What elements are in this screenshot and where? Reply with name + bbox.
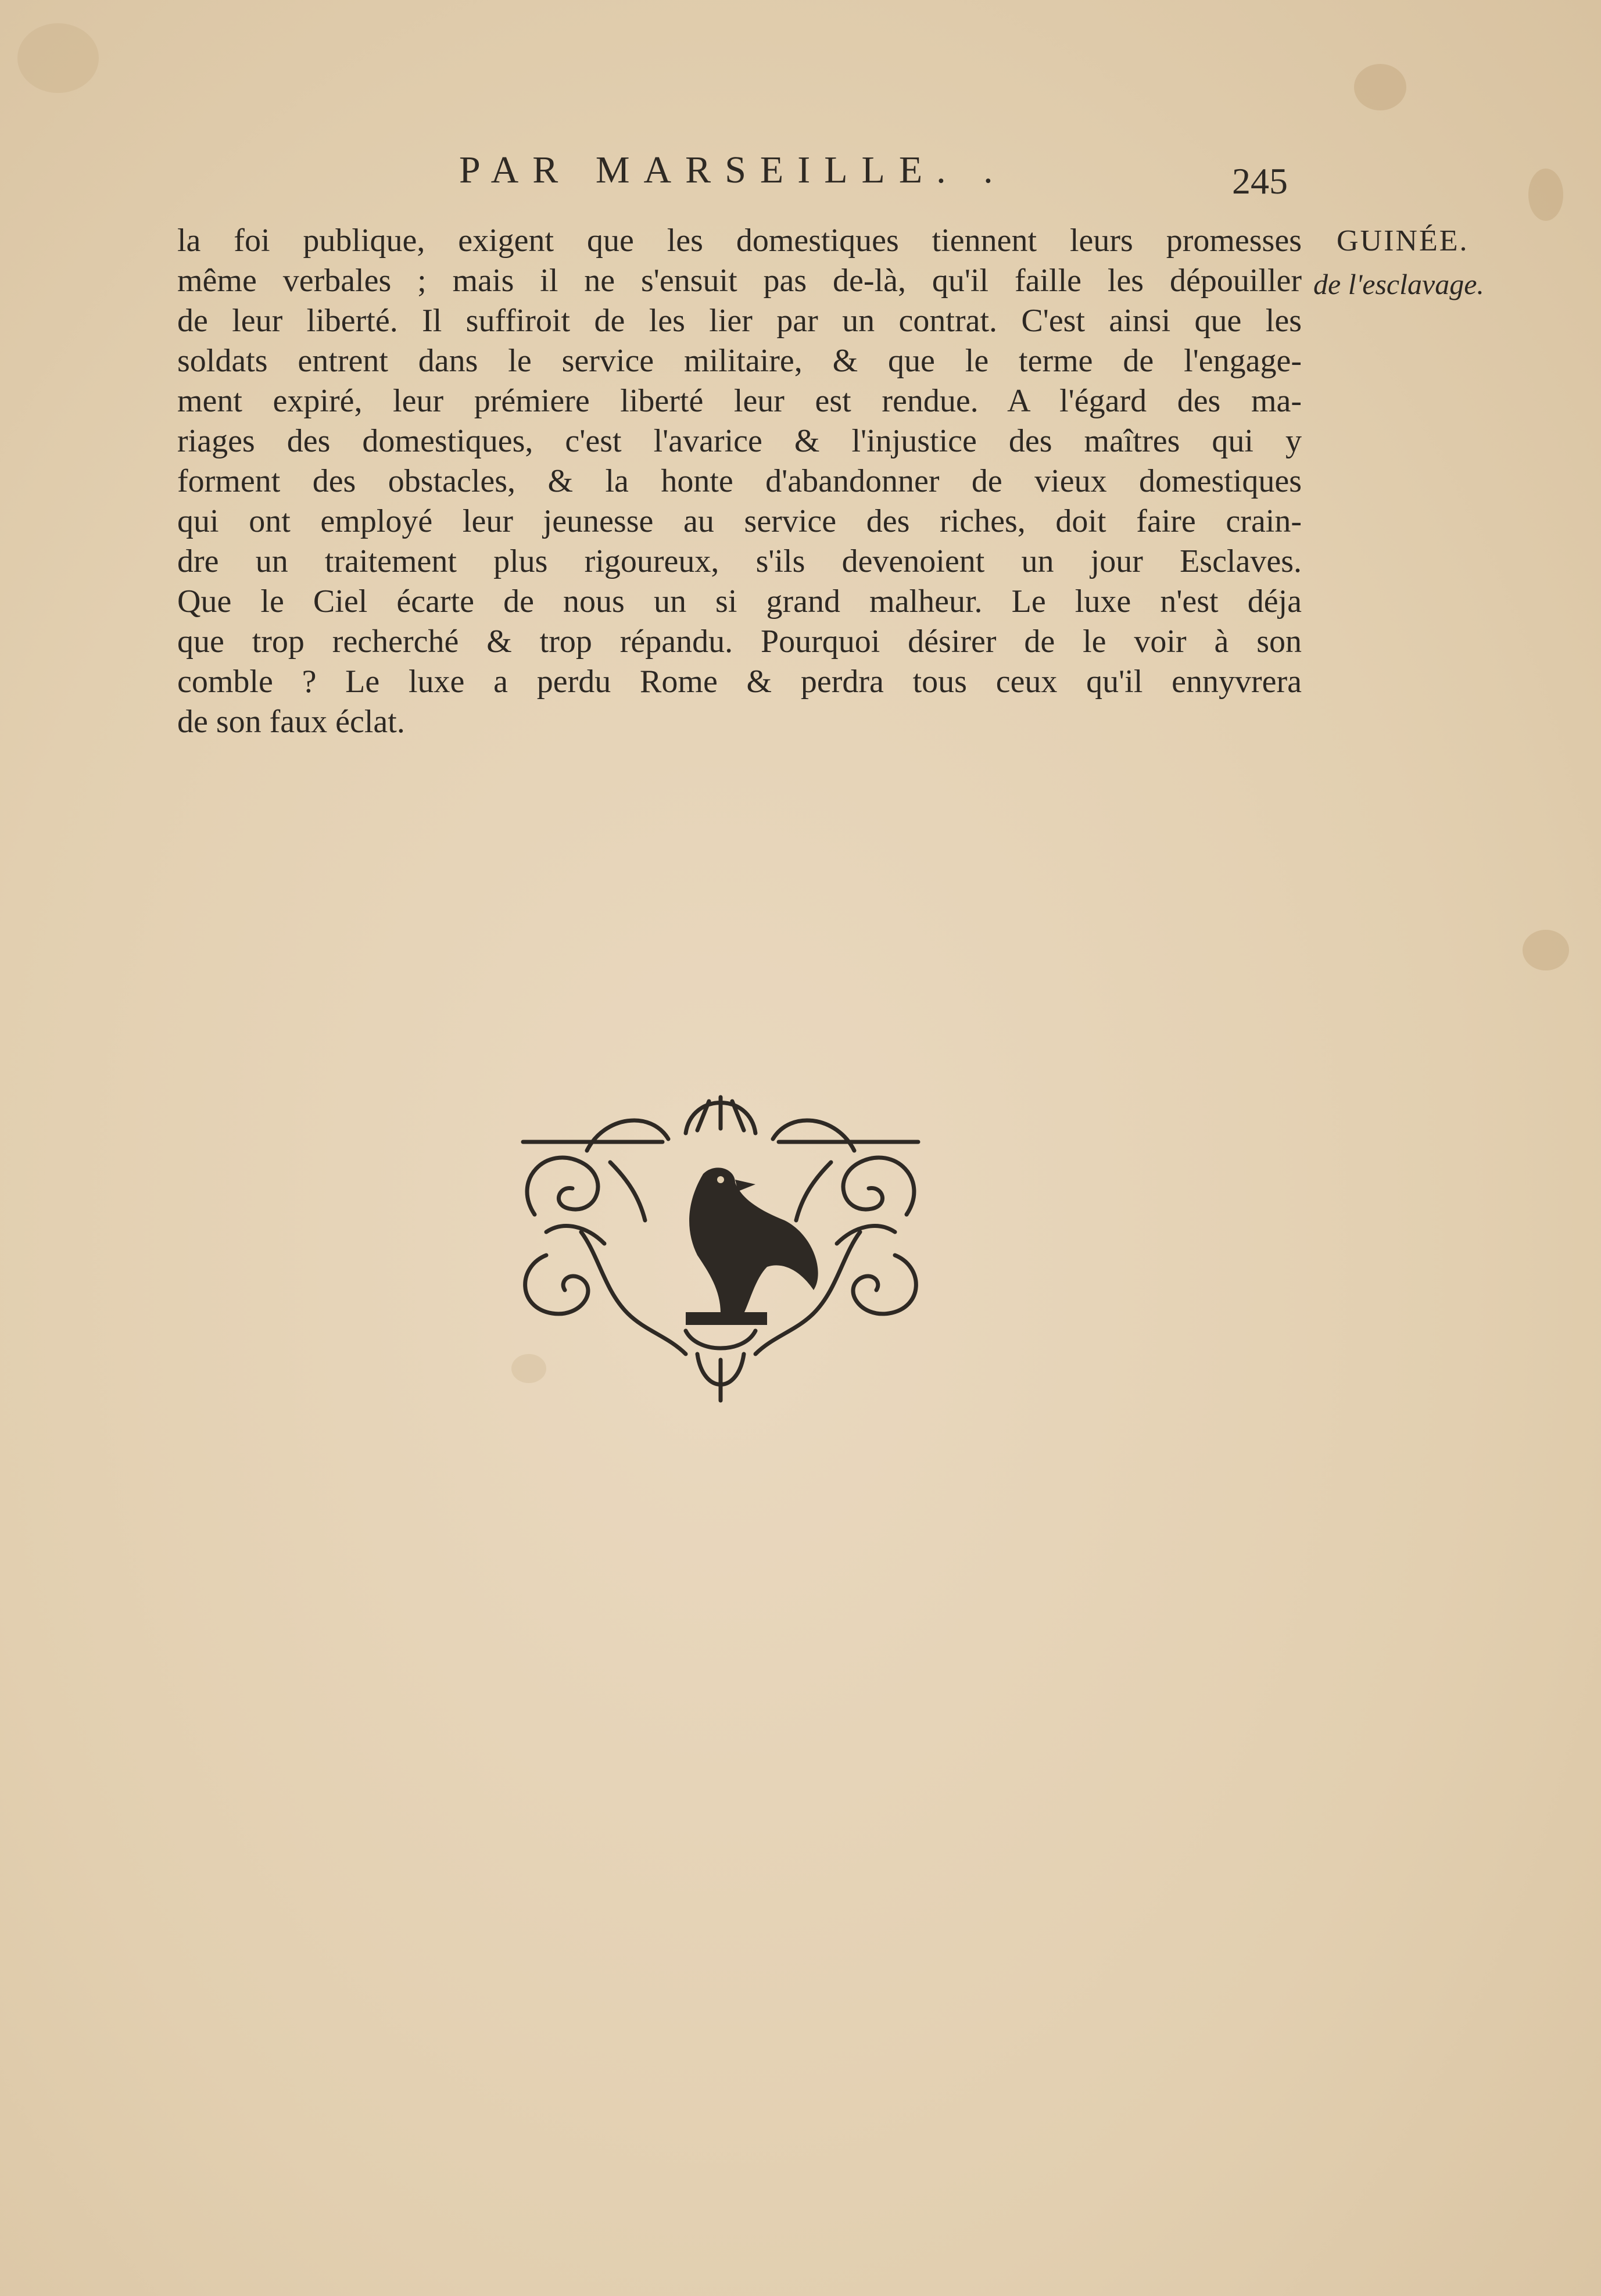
text-line: ment expiré, leur prémiere liberté leur est rendue. A l'égard des ma- <box>177 383 1302 419</box>
text-line: forment des obstacles, & la honte d'abandonner de vieux domestiques <box>177 463 1302 499</box>
eagle-fleuron-icon <box>511 1081 930 1412</box>
margin-heading: GUINÉE. <box>1337 224 1469 257</box>
text-line: comble ? Le luxe a perdu Rome & perdra tous ceux qu'il ennyvrera <box>177 664 1302 700</box>
foxing-spot <box>17 23 99 93</box>
text-line: dre un traitement plus rigoureux, s'ils devenoient un jour Esclaves. <box>177 543 1302 579</box>
text-line: qui ont employé leur jeunesse au service des riches, doit faire crain- <box>177 503 1302 539</box>
text-line: même verbales ; mais il ne s'ensuit pas de-là, qu'il faille les dépouiller <box>177 263 1302 299</box>
margin-note <box>1313 224 1557 301</box>
margin-subheading: de l'esclavage. <box>1313 268 1484 300</box>
page-header <box>174 148 1302 212</box>
foxing-spot <box>1354 64 1406 110</box>
body-paragraph <box>177 221 1302 742</box>
page-number: 245 <box>1232 160 1288 202</box>
foxing-spot <box>1528 169 1563 221</box>
text-line: riages des domestiques, c'est l'avarice & l'injustice des maîtres qui y <box>177 423 1302 459</box>
running-title: PAR MARSEILLE. . <box>459 149 1007 191</box>
text-line: de son faux éclat. <box>177 704 405 740</box>
fleuron-drawing <box>511 1081 930 1412</box>
foxing-spot <box>1523 930 1569 970</box>
text-line: la foi publique, exigent que les domestiques tiennent leurs promesses <box>177 223 1302 259</box>
text-line: Que le Ciel écarte de nous un si grand malheur. Le luxe n'est déja <box>177 583 1302 619</box>
text-line: de leur liberté. Il suffiroit de les lier par un contrat. C'est ainsi que les <box>177 303 1302 339</box>
text-line: que trop recherché & trop répandu. Pourquoi désirer de le voir à son <box>177 624 1302 660</box>
text-line: soldats entrent dans le service militaire, & que le terme de l'engage- <box>177 343 1302 379</box>
